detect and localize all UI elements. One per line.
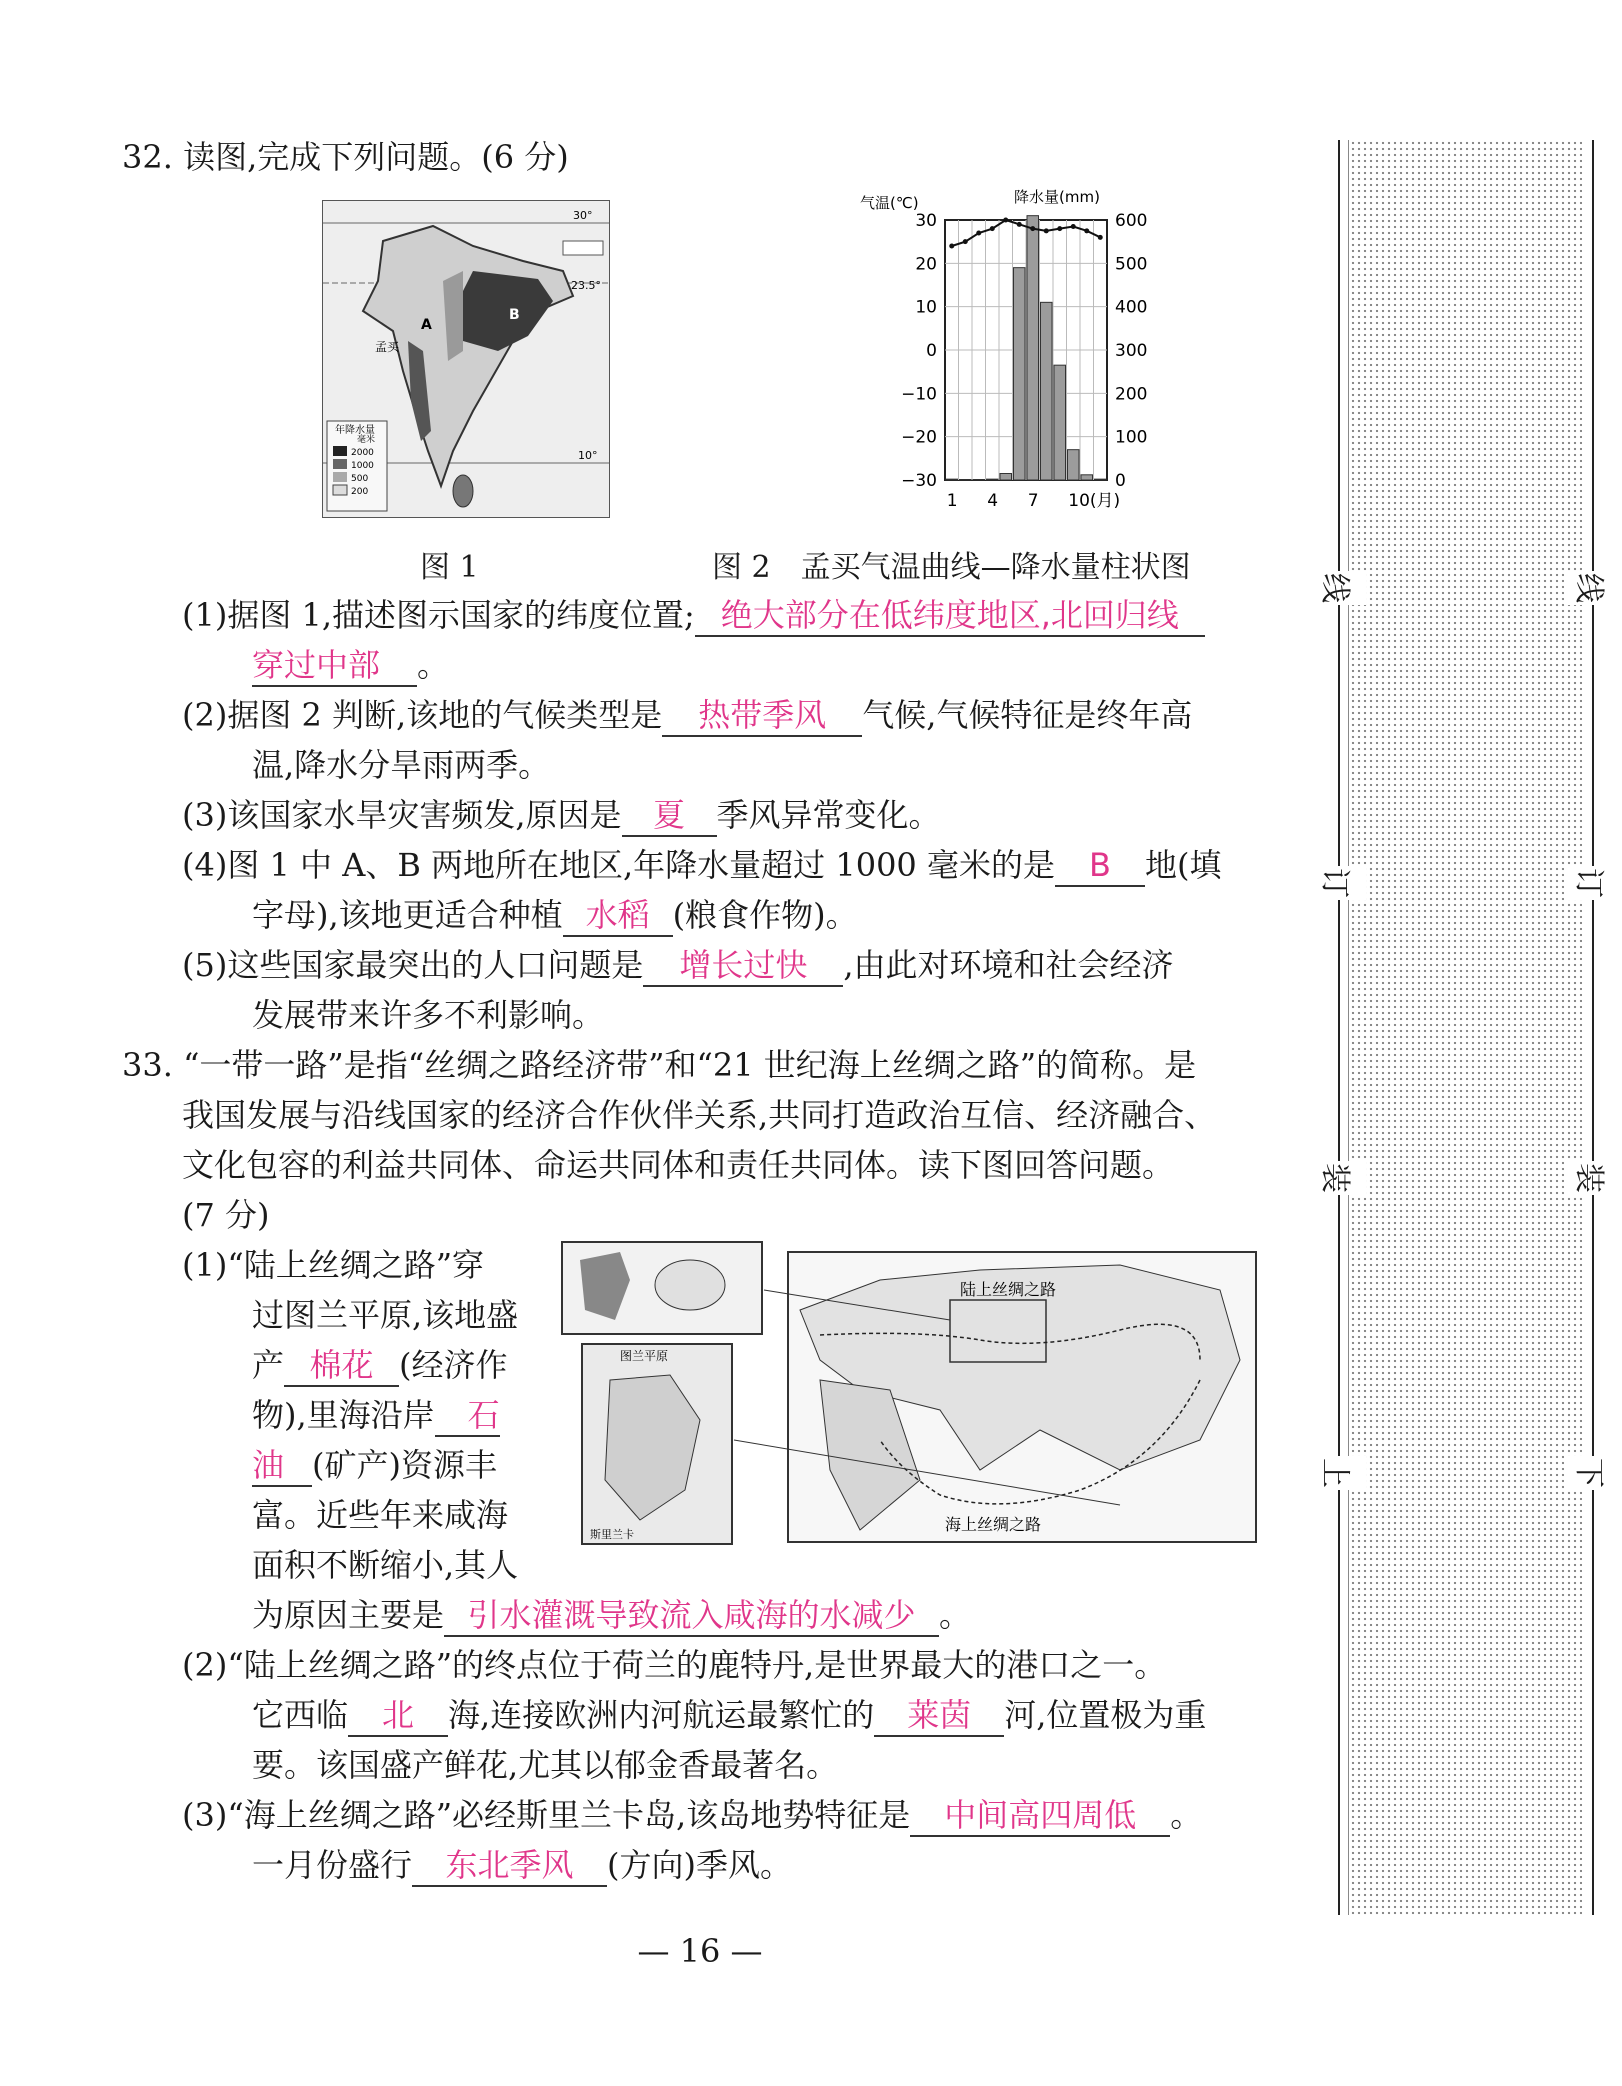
binding-mark-ding-right: 订 [1564, 866, 1620, 900]
chart-ylabel-right: 降水量(mm) [1014, 188, 1100, 206]
left-tick-label: 20 [915, 254, 937, 275]
lat10-label: 10° [578, 449, 598, 462]
answer-blank: 中间高四周低 [910, 1795, 1170, 1837]
part-text: 河,位置极为重 [1004, 1696, 1207, 1734]
part-text: 它西临 [252, 1696, 349, 1734]
left-tick-label: −10 [901, 384, 937, 405]
point-a: A [421, 317, 432, 333]
part-text: 物),里海沿岸 [252, 1396, 435, 1434]
part-text: “陆上丝绸之路”的终点位于荷兰的鹿特丹,是世界最大的港口之一。 [227, 1646, 1167, 1684]
point-b: B [509, 307, 520, 323]
x-tick-label: 7 [1027, 491, 1039, 511]
q33-part3-line2 [252, 1840, 792, 1890]
q32-part4-line2 [252, 890, 858, 940]
part-text: 产 [252, 1346, 285, 1384]
belt-road-map [560, 1240, 1260, 1550]
q33-part1-line5 [252, 1440, 497, 1490]
part-text: (方向)季风。 [607, 1846, 792, 1884]
answer-blank: 绝大部分在低纬度地区,北回归线 [695, 595, 1205, 637]
answer-blank: 莱茵 [874, 1695, 1004, 1737]
answer-blank: 北 [348, 1695, 448, 1737]
chart-ylabel-left: 气温(℃) [860, 194, 919, 212]
part-text: 。 [939, 1596, 972, 1634]
q33-intro-line3: 文化包容的利益共同体、命运共同体和责任共同体。读下图回答问题。 [182, 1146, 1175, 1184]
land-route-label: 陆上丝绸之路 [960, 1280, 1057, 1299]
right-tick-label: 0 [1115, 471, 1126, 491]
temperature-point [1098, 235, 1103, 240]
q33-part1-line4 [252, 1390, 500, 1440]
sea-route-label: 海上丝绸之路 [945, 1515, 1042, 1534]
part-text: 气候,气候特征是终年高 [862, 696, 1193, 734]
q32-part1-line2 [252, 640, 449, 690]
part-text: 图 1 中 A、B 两地所在地区,年降水量超过 1000 毫米的是 [227, 846, 1055, 884]
temperature-point [1017, 222, 1022, 227]
part-label: (1) [182, 1246, 228, 1284]
binding-mark-xian-right: 线 [1564, 571, 1620, 605]
q32-part3 [182, 790, 941, 840]
q33-part1-line1 [182, 1240, 484, 1290]
legend-value: 2000 [351, 448, 374, 458]
part-text: 地(填 [1144, 846, 1222, 884]
figure-1-india-map [322, 200, 610, 518]
q33-part1-line8 [252, 1590, 971, 1640]
fig2-caption: 图 2 孟买气温曲线—降水量柱状图 [712, 550, 1191, 585]
temperature-point [1044, 228, 1049, 233]
legend-value: 1000 [351, 461, 374, 471]
binding-mark-ding: 订 [1310, 866, 1366, 900]
dotted-strip [1350, 140, 1582, 1915]
q32-part1-line1 [182, 590, 1205, 640]
q32-part4-line1 [182, 840, 1221, 890]
answer-blank: 油 [252, 1445, 312, 1487]
figure-2-climate-chart [860, 188, 1160, 528]
q33-intro-line4: (7 分) [182, 1196, 270, 1234]
q32-part5-line1 [182, 940, 1174, 990]
part-label: (1) [182, 596, 228, 634]
tropic-label: 23.5° [571, 279, 601, 292]
q33-part2-line2 [252, 1690, 1206, 1740]
city-label: 孟买 [375, 340, 400, 354]
part-label: (3) [182, 796, 228, 834]
q32-part2-line1 [182, 690, 1192, 740]
precipitation-bar [987, 479, 999, 480]
temperature-point [963, 239, 968, 244]
x-tick-label: 10(月) [1068, 491, 1121, 511]
precipitation-bar [1095, 479, 1107, 480]
temperature-point [1057, 226, 1062, 231]
binding-line-left [1338, 140, 1340, 1915]
left-tick-label: 0 [926, 341, 937, 361]
x-tick-label: 1 [946, 491, 958, 511]
part-text: “陆上丝绸之路”穿 [227, 1246, 485, 1284]
q33-part1-line3 [252, 1340, 508, 1390]
answer-blank: 穿过中部 [252, 645, 417, 687]
legend-unit: 毫米 [357, 435, 376, 445]
part-text: 这些国家最突出的人口问题是 [227, 946, 644, 984]
part-label: (3) [182, 1796, 228, 1834]
left-tick-label: 30 [915, 211, 937, 231]
belt-road-map-svg [560, 1240, 1260, 1550]
precipitation-bar [1014, 268, 1026, 480]
left-tick-label: 10 [915, 297, 937, 318]
part-text: 。 [1170, 1796, 1203, 1834]
part-label: (2) [182, 1646, 228, 1684]
lat30-label: 30° [573, 209, 593, 222]
right-tick-label: 100 [1115, 427, 1148, 448]
temperature-point [1030, 226, 1035, 231]
part-label: (2) [182, 696, 228, 734]
temperature-point [1071, 224, 1076, 229]
part-text: 。 [417, 646, 450, 684]
legend-title: 年降水量 [335, 425, 375, 436]
part-text: (矿产)资源丰 [312, 1446, 497, 1484]
climate-chart-svg [860, 188, 1160, 528]
right-tick-label: 400 [1115, 297, 1148, 318]
binding-mark-shang: 上 [1310, 1456, 1366, 1490]
answer-blank: 引水灌溉导致流入咸海的水减少 [444, 1595, 939, 1637]
right-tick-label: 600 [1115, 211, 1148, 231]
part-text: 海,连接欧洲内河航运最繁忙的 [448, 1696, 875, 1734]
page-number: — 16 — [637, 1932, 763, 1970]
q33-intro-line2: 我国发展与沿线国家的经济合作伙伴关系,共同打造政治互信、经济融合、 [182, 1096, 1217, 1134]
part-text: 据图 2 判断,该地的气候类型是 [227, 696, 663, 734]
precipitation-bar [1068, 450, 1080, 480]
q32-part5-line2: 发展带来许多不利影响。 [252, 996, 605, 1034]
precipitation-bar [1054, 365, 1066, 480]
answer-blank: 热带季风 [662, 695, 862, 737]
fig1-caption: 图 1 [420, 550, 479, 585]
precipitation-bar [946, 479, 958, 480]
part-text: “海上丝绸之路”必经斯里兰卡岛,该岛地势特征是 [227, 1796, 911, 1834]
q33-part2-line3: 要。该国盛产鲜花,尤其以郁金香最著名。 [252, 1746, 839, 1784]
x-tick-label: 4 [987, 491, 999, 511]
part-text: 该国家水旱灾害频发,原因是 [227, 796, 622, 834]
india-map-svg [323, 201, 609, 517]
legend-value: 500 [351, 474, 369, 484]
binding-mark-xia: 下 [1564, 1456, 1620, 1490]
answer-blank: 增长过快 [643, 945, 843, 987]
temperature-point [949, 244, 954, 249]
temperature-point [1084, 228, 1089, 233]
temperature-point [976, 231, 981, 236]
answer-blank: 东北季风 [412, 1845, 607, 1887]
right-tick-label: 300 [1115, 341, 1148, 361]
part-text: 一月份盛行 [252, 1846, 413, 1884]
binding-mark-zhuang-right: 装 [1564, 1161, 1620, 1195]
part-label: (4) [182, 846, 228, 884]
q32-part2-line2: 温,降水分旱雨两季。 [252, 746, 551, 784]
part-text: (粮食作物)。 [672, 896, 858, 934]
temperature-point [990, 226, 995, 231]
part-text: (经济作 [399, 1346, 508, 1384]
right-tick-label: 500 [1115, 254, 1148, 275]
q33-part2-line1 [182, 1640, 1166, 1690]
precipitation-bar [1041, 302, 1053, 480]
precipitation-bar [1027, 216, 1039, 480]
q33-part1-line7: 面积不断缩小,其人 [252, 1546, 519, 1584]
binding-mark-xian: 线 [1310, 571, 1366, 605]
inset-bottom-label: 斯里兰卡 [590, 1528, 634, 1541]
temperature-point [1003, 218, 1008, 223]
part-text: 季风异常变化。 [716, 796, 941, 834]
q33-part3-line1 [182, 1790, 1202, 1840]
q32-title: 32. 读图,完成下列问题。(6 分) [122, 138, 569, 176]
answer-blank: 石 [435, 1395, 500, 1437]
left-tick-label: −30 [901, 471, 937, 491]
part-text: ,由此对环境和社会经济 [843, 946, 1174, 984]
binding-margin [1317, 140, 1606, 1915]
part-text: 据图 1,描述图示国家的纬度位置; [227, 596, 695, 634]
precipitation-bar [1000, 474, 1012, 481]
binding-mark-zhuang: 装 [1310, 1161, 1366, 1195]
part-text: 为原因主要是 [252, 1596, 445, 1634]
answer-blank: 夏 [622, 795, 717, 837]
binding-line-right [1592, 140, 1594, 1915]
part-text: 字母),该地更适合种植 [252, 896, 563, 934]
left-tick-label: −20 [901, 427, 937, 448]
right-tick-label: 200 [1115, 384, 1148, 405]
inset-title: 图兰平原 [620, 1349, 669, 1363]
q33-part1-line2: 过图兰平原,该地盛 [252, 1296, 519, 1334]
legend-value: 200 [351, 487, 369, 497]
answer-blank: 水稻 [563, 895, 673, 937]
q33-part1-line6: 富。近些年来咸海 [252, 1496, 509, 1534]
answer-blank: B [1055, 845, 1145, 887]
part-label: (5) [182, 946, 228, 984]
answer-blank: 棉花 [284, 1345, 399, 1387]
precipitation-bar [1081, 475, 1093, 480]
q33-intro-line1: 33. “一带一路”是指“丝绸之路经济带”和“21 世纪海上丝绸之路”的简称。是 [122, 1046, 1197, 1084]
